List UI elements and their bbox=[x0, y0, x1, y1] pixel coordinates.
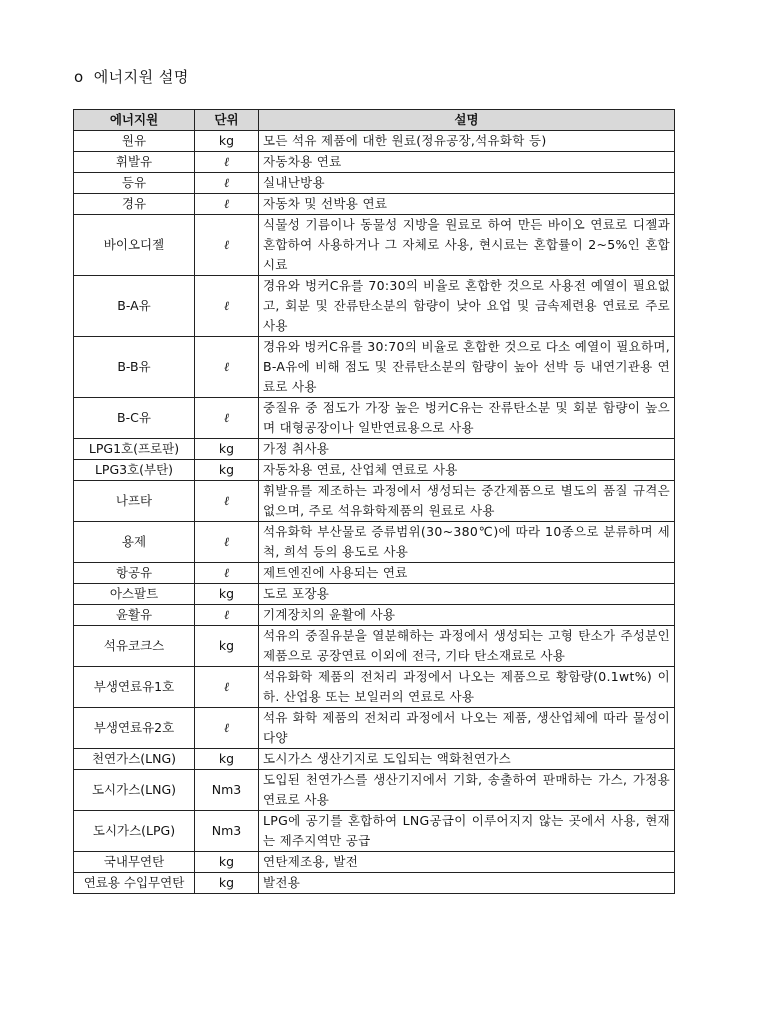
energy-description: LPG에 공기를 혼합하여 LNG공급이 이루어지지 않는 곳에서 사용, 현재는 제주지역만 공급 bbox=[259, 811, 675, 852]
energy-description: 석유화학 부산물로 증류범위(30~380℃)에 따라 10종으로 분류하며 세척, 희석 등의 용도로 사용 bbox=[259, 522, 675, 563]
table-row bbox=[74, 194, 675, 215]
energy-unit: ℓ bbox=[195, 667, 259, 708]
energy-description: 도로 포장용 bbox=[259, 584, 675, 605]
table-row bbox=[74, 398, 675, 439]
energy-unit: ℓ bbox=[195, 522, 259, 563]
table-row bbox=[74, 811, 675, 852]
energy-unit: ℓ bbox=[195, 276, 259, 337]
energy-description: 자동차 및 선박용 연료 bbox=[259, 194, 675, 215]
energy-name: LPG3호(부탄) bbox=[74, 460, 195, 481]
table-row bbox=[74, 873, 675, 894]
energy-description: 발전용 bbox=[259, 873, 675, 894]
energy-unit: ℓ bbox=[195, 194, 259, 215]
bullet-icon: o bbox=[74, 68, 84, 86]
table-row bbox=[74, 276, 675, 337]
energy-name: B-A유 bbox=[74, 276, 195, 337]
energy-name: 항공유 bbox=[74, 563, 195, 584]
header-description: 설명 bbox=[259, 110, 675, 131]
energy-name: 국내무연탄 bbox=[74, 852, 195, 873]
energy-name: LPG1호(프로판) bbox=[74, 439, 195, 460]
table-row bbox=[74, 626, 675, 667]
table-row bbox=[74, 173, 675, 194]
energy-name: 바이오디젤 bbox=[74, 215, 195, 276]
energy-name: 나프타 bbox=[74, 481, 195, 522]
energy-description: 석유 화학 제품의 전처리 과정에서 나오는 제품, 생산업체에 따라 물성이 다양 bbox=[259, 708, 675, 749]
energy-unit: ℓ bbox=[195, 563, 259, 584]
table-row bbox=[74, 131, 675, 152]
table-row bbox=[74, 152, 675, 173]
energy-name: 휘발유 bbox=[74, 152, 195, 173]
energy-description: 중질유 중 점도가 가장 높은 벙커C유는 잔류탄소분 및 회분 함량이 높으며 대형공장이나 일반연료용으로 사용 bbox=[259, 398, 675, 439]
energy-unit: kg bbox=[195, 749, 259, 770]
energy-name: B-C유 bbox=[74, 398, 195, 439]
energy-name: 경유 bbox=[74, 194, 195, 215]
energy-description: 실내난방용 bbox=[259, 173, 675, 194]
energy-unit: kg bbox=[195, 873, 259, 894]
energy-unit: ℓ bbox=[195, 173, 259, 194]
energy-description: 기계장치의 윤활에 사용 bbox=[259, 605, 675, 626]
header-unit: 단위 bbox=[195, 110, 259, 131]
energy-name: 천연가스(LNG) bbox=[74, 749, 195, 770]
energy-name: 등유 bbox=[74, 173, 195, 194]
energy-name: 연료용 수입무연탄 bbox=[74, 873, 195, 894]
energy-unit: kg bbox=[195, 439, 259, 460]
energy-unit: ℓ bbox=[195, 337, 259, 398]
energy-name: 용제 bbox=[74, 522, 195, 563]
energy-unit: kg bbox=[195, 131, 259, 152]
energy-unit: Nm3 bbox=[195, 811, 259, 852]
energy-unit: kg bbox=[195, 852, 259, 873]
header-energy-source: 에너지원 bbox=[74, 110, 195, 131]
energy-name: 도시가스(LPG) bbox=[74, 811, 195, 852]
energy-unit: kg bbox=[195, 584, 259, 605]
energy-description: 경유와 벙커C유를 30:70의 비율로 혼합한 것으로 다소 예열이 필요하며, B-A유에 비해 점도 및 잔류탄소분의 함량이 높아 선박 등 내연기관용 연료로 사용 bbox=[259, 337, 675, 398]
energy-description: 휘발유를 제조하는 과정에서 생성되는 중간제품으로 별도의 품질 규격은 없으며, 주로 석유화학제품의 원료로 사용 bbox=[259, 481, 675, 522]
table-row bbox=[74, 563, 675, 584]
table-row bbox=[74, 215, 675, 276]
table-row bbox=[74, 749, 675, 770]
table-row bbox=[74, 708, 675, 749]
energy-unit: ℓ bbox=[195, 481, 259, 522]
section-heading bbox=[74, 66, 189, 87]
energy-unit: ℓ bbox=[195, 215, 259, 276]
energy-description: 자동차용 연료, 산업체 연료로 사용 bbox=[259, 460, 675, 481]
energy-description: 자동차용 연료 bbox=[259, 152, 675, 173]
energy-description: 도시가스 생산기지로 도입되는 액화천연가스 bbox=[259, 749, 675, 770]
energy-unit: ℓ bbox=[195, 708, 259, 749]
table-row bbox=[74, 770, 675, 811]
energy-description: 모든 석유 제품에 대한 원료(정유공장,석유화학 등) bbox=[259, 131, 675, 152]
energy-unit: Nm3 bbox=[195, 770, 259, 811]
header-row bbox=[74, 110, 675, 131]
table-row bbox=[74, 584, 675, 605]
energy-name: 원유 bbox=[74, 131, 195, 152]
table-row bbox=[74, 481, 675, 522]
energy-name: 아스팔트 bbox=[74, 584, 195, 605]
energy-unit: kg bbox=[195, 626, 259, 667]
energy-description: 가정 취사용 bbox=[259, 439, 675, 460]
energy-name: B-B유 bbox=[74, 337, 195, 398]
section-title: 에너지원 설명 bbox=[93, 68, 189, 86]
energy-name: 부생연료유2호 bbox=[74, 708, 195, 749]
table-row bbox=[74, 337, 675, 398]
table-row bbox=[74, 460, 675, 481]
energy-description: 도입된 천연가스를 생산기지에서 기화, 송출하여 판매하는 가스, 가정용 연료로 사용 bbox=[259, 770, 675, 811]
energy-name: 부생연료유1호 bbox=[74, 667, 195, 708]
energy-unit: ℓ bbox=[195, 398, 259, 439]
energy-description: 식물성 기름이나 동물성 지방을 원료로 하여 만든 바이오 연료로 디젤과 혼합하여 사용하거나 그 자체로 사용, 현시료는 혼합률이 2~5%인 혼합시료 bbox=[259, 215, 675, 276]
table-row bbox=[74, 605, 675, 626]
energy-source-table bbox=[73, 109, 675, 894]
energy-description: 경유와 벙커C유를 70:30의 비율로 혼합한 것으로 사용전 예열이 필요없고, 회분 및 잔류탄소분의 함량이 낮아 요업 및 금속제련용 연료로 주로 사용 bbox=[259, 276, 675, 337]
energy-unit: kg bbox=[195, 460, 259, 481]
table-row bbox=[74, 852, 675, 873]
table-row bbox=[74, 667, 675, 708]
table-row bbox=[74, 522, 675, 563]
energy-description: 석유화학 제품의 전처리 과정에서 나오는 제품으로 황함량(0.1wt%) 이하. 산업용 또는 보일러의 연료로 사용 bbox=[259, 667, 675, 708]
energy-description: 석유의 중질유분을 열분해하는 과정에서 생성되는 고형 탄소가 주성분인 제품으로 공장연료 이외에 전극, 기타 탄소재료로 사용 bbox=[259, 626, 675, 667]
energy-name: 윤활유 bbox=[74, 605, 195, 626]
energy-unit: ℓ bbox=[195, 152, 259, 173]
table-row bbox=[74, 439, 675, 460]
energy-name: 석유코크스 bbox=[74, 626, 195, 667]
energy-description: 제트엔진에 사용되는 연료 bbox=[259, 563, 675, 584]
energy-name: 도시가스(LNG) bbox=[74, 770, 195, 811]
energy-unit: ℓ bbox=[195, 605, 259, 626]
energy-description: 연탄제조용, 발전 bbox=[259, 852, 675, 873]
